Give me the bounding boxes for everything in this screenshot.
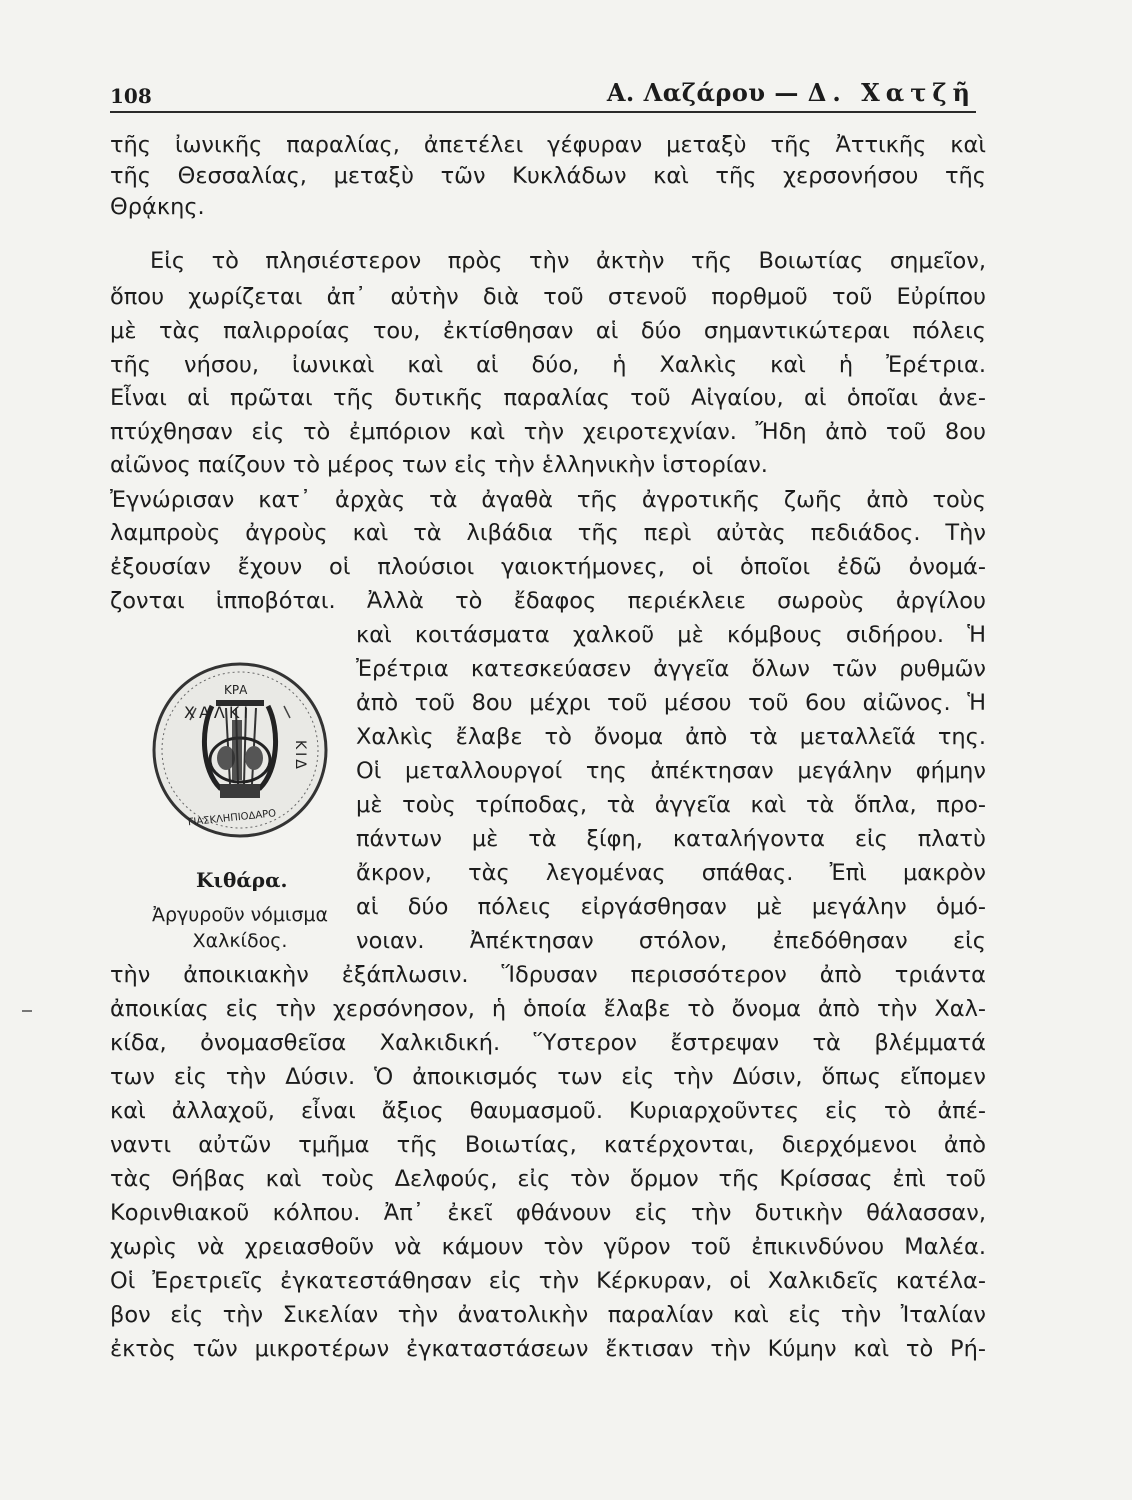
text-line: βον εἰς τὴν Σικελίαν τὴν ἀνατολικὴν παραλίαν καὶ εἰς τὴν Ἰταλίαν <box>110 1302 986 1328</box>
text-line: ἄκρον, τὰς λεγομένας σπάθας. Ἐπὶ μακρὸν <box>356 860 986 886</box>
coin-legend-top: ΚΡΑ <box>224 683 248 697</box>
text-line: Εἶναι αἱ πρῶται τῆς δυτικῆς παραλίας τοῦ Αἰγαίου, αἱ ὁποῖαι ἀνε- <box>110 385 986 411</box>
text-line: καὶ κοιτάσματα χαλκοῦ μὲ κόμβους σιδήρου. Ἡ <box>356 622 986 648</box>
running-head-author-a: Α. Λαζάρου — <box>606 78 799 107</box>
text-line: τῆς Θεσσαλίας, μεταξὺ τῶν Κυκλάδων καὶ τῆς χερσονήσου τῆς <box>110 163 986 189</box>
coin-illustration <box>150 660 330 840</box>
text-line: ἐξουσίαν ἔχουν οἱ πλούσιοι γαιοκτήμονες, οἱ ὁποῖοι ἐδῶ ὀνομά- <box>110 554 986 580</box>
header-rule <box>110 111 976 113</box>
text-line: μὲ τὰς παλιρροίας του, ἐκτίσθησαν αἱ δύο σημαντικώτεραι πόλεις <box>110 318 986 344</box>
figure-caption-title: Κιθάρα. <box>196 868 288 892</box>
page-number: 108 <box>110 84 152 108</box>
text-line: αἱ δύο πόλεις εἰργάσθησαν μὲ μεγάλην ὁμό- <box>356 894 986 920</box>
text-line: Οἱ Ἐρετριεῖς ἐγκατεστάθησαν εἰς τὴν Κέρκυραν, οἱ Χαλκιδεῖς κατέλα- <box>110 1268 986 1294</box>
text-line: ἀποικίας εἰς τὴν χερσόνησον, ἡ ὁποία ἔλαβε τὸ ὄνομα ἀπὸ τὴν Χαλ- <box>110 996 986 1022</box>
text-line: χωρὶς νὰ χρειασθοῦν νὰ κάμουν τὸν γῦρον τοῦ ἐπικινδύνου Μαλέα. <box>110 1234 986 1260</box>
text-line: νοιαν. Ἀπέκτησαν στόλον, ἐπεδόθησαν εἰς <box>356 928 986 954</box>
text-line: τὰς Θήβας καὶ τοὺς Δελφούς, εἰς τὸν ὅρμον τῆς Κρίσσας ἐπὶ τοῦ <box>110 1166 986 1192</box>
running-head-author-b: Δ. Χατζῆ <box>807 78 976 107</box>
text-line: ζονται ἱπποβόται. Ἀλλὰ τὸ ἔδαφος περιέκλειε σωροὺς ἀργίλου <box>110 588 986 614</box>
text-line: Κορινθιακοῦ κόλπου. Ἀπ᾽ ἐκεῖ φθάνουν εἰς τὴν δυτικὴν θάλασσαν, <box>110 1200 986 1226</box>
text-line: λαμπροὺς ἀγροὺς καὶ τὰ λιβάδια τῆς περὶ αὐτὰς πεδιάδος. Τὴν <box>110 520 986 546</box>
text-line: καὶ ἀλλαχοῦ, εἶναι ἄξιος θαυμασμοῦ. Κυριαρχοῦντες εἰς τὸ ἀπέ- <box>110 1098 986 1124</box>
text-line: Θρᾴκης. <box>110 194 205 220</box>
text-line: μὲ τοὺς τρίποδας, τὰ ἀγγεῖα καὶ τὰ ὅπλα, προ- <box>356 792 986 818</box>
text-line: κίδα, ὀνομασθεῖσα Χαλκιδική. Ὕστερον ἔστρεψαν τὰ βλέμματά <box>110 1030 986 1056</box>
coin-legend-left: ΧΑΛΚΙ <box>184 703 253 722</box>
text-line: των εἰς τὴν Δύσιν. Ὁ ἀποικισμός των εἰς τὴν Δύσιν, ὅπως εἴπομεν <box>110 1064 986 1090</box>
text-line: Ἐγνώρισαν κατ᾽ ἀρχὰς τὰ ἀγαθὰ τῆς ἀγροτικῆς ζωῆς ἀπὸ τοὺς <box>110 487 986 513</box>
coin-figure <box>150 660 330 840</box>
text-line: ἀπὸ τοῦ 8ου μέχρι τοῦ μέσου τοῦ 6ου αἰῶνος. Ἡ <box>356 690 986 716</box>
text-line: αἰῶνος παίζουν τὸ μέρος των εἰς τὴν ἑλληνικὴν ἱστορίαν. <box>110 452 768 478</box>
margin-mark <box>22 1010 32 1012</box>
figure-caption-subtitle: Ἀργυροῦν νόμισμα Χαλκίδος. <box>151 904 329 952</box>
text-line: ναντι αὐτῶν τμῆμα τῆς Βοιωτίας, κατέρχονται, διερχόμενοι ἀπὸ <box>110 1132 986 1158</box>
text-line: ἐκτὸς τῶν μικροτέρων ἐγκαταστάσεων ἔκτισαν τὴν Κύμην καὶ τὸ Ρή- <box>110 1336 986 1362</box>
text-line: Ἐρέτρια κατεσκεύασεν ἀγγεῖα ὅλων τῶν ρυθμῶν <box>356 656 986 682</box>
running-head <box>607 78 976 107</box>
text-line: τῆς ἰωνικῆς παραλίας, ἀπετέλει γέφυραν μεταξὺ τῆς Ἀττικῆς καὶ <box>110 132 986 158</box>
text-line: τῆς νήσου, ἰωνικαὶ καὶ αἱ δύο, ἡ Χαλκὶς καὶ ἡ Ἐρέτρια. <box>110 352 986 378</box>
text-line: πάντων μὲ τὰ ξίφη, καταλήγοντα εἰς πλατὺ <box>356 826 986 852</box>
coin-legend-right: ΚΙΔ <box>292 740 308 772</box>
text-line: πτύχθησαν εἰς τὸ ἐμπόριον καὶ τὴν χειροτεχνίαν. Ἤδη ἀπὸ τοῦ 8ου <box>110 419 986 445</box>
coin-legend-bottom: ΓΙΑΣΚΛΗΠΙΟΔΑΡΟ <box>187 808 277 829</box>
text-line: ὅπου χωρίζεται ἀπ᾽ αὐτὴν διὰ τοῦ στενοῦ πορθμοῦ τοῦ Εὐρίπου <box>110 284 986 310</box>
text-line: Χαλκὶς ἔλαβε τὸ ὄνομα ἀπὸ τὰ μεταλλεῖά της. <box>356 724 986 750</box>
text-line: τὴν ἀποικιακὴν ἐξάπλωσιν. Ἵδρυσαν περισσότερον ἀπὸ τριάντα <box>110 962 986 988</box>
text-line: Εἰς τὸ πλησιέστερον πρὸς τὴν ἀκτὴν τῆς Βοιωτίας σημεῖον, <box>150 248 986 274</box>
text-line: Οἱ μεταλλουργοί της ἀπέκτησαν μεγάλην φήμην <box>356 758 986 784</box>
